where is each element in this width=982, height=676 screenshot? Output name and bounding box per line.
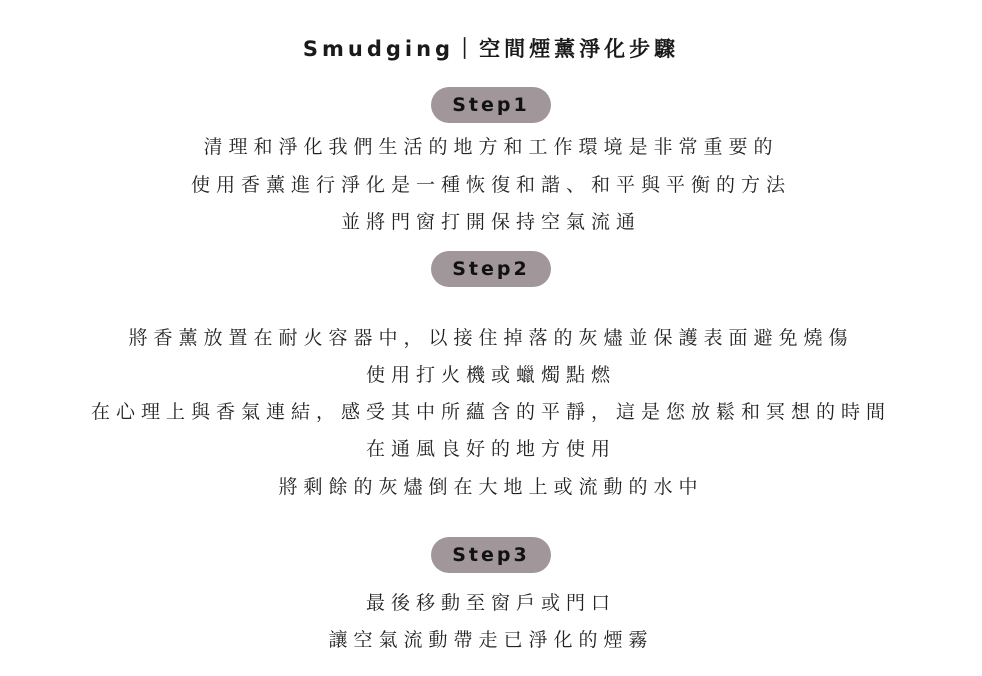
step1-line-2: 使用香薰進行淨化是一種恢復和諧、和平與平衡的方法	[190, 174, 791, 196]
page-title: Smudging｜空間煙薰淨化步驟	[302, 37, 680, 61]
step1-badge: Step1	[431, 87, 551, 123]
step2-line-2: 使用打火機或蠟燭點燃	[365, 364, 616, 386]
step2-line-3: 在心理上與香氣連結，感受其中所蘊含的平靜，這是您放鬆和冥想的時間	[90, 401, 891, 423]
step2-badge: Step2	[431, 251, 551, 287]
step3-line-1: 最後移動至窗戶或門口	[365, 592, 616, 614]
step3-badge: Step3	[431, 537, 551, 573]
step2-line-5: 將剩餘的灰燼倒在大地上或流動的水中	[278, 476, 704, 498]
step2-line-4: 在通風良好的地方使用	[365, 438, 616, 460]
step3-line-2: 讓空氣流動帶走已淨化的煙霧	[328, 629, 654, 651]
step1-line-1: 清理和淨化我們生活的地方和工作環境是非常重要的	[203, 136, 779, 158]
step1-line-3: 並將門窗打開保持空氣流通	[340, 211, 641, 233]
step2-line-1: 將香薰放置在耐火容器中，以接住掉落的灰燼並保護表面避免燒傷	[128, 327, 854, 349]
